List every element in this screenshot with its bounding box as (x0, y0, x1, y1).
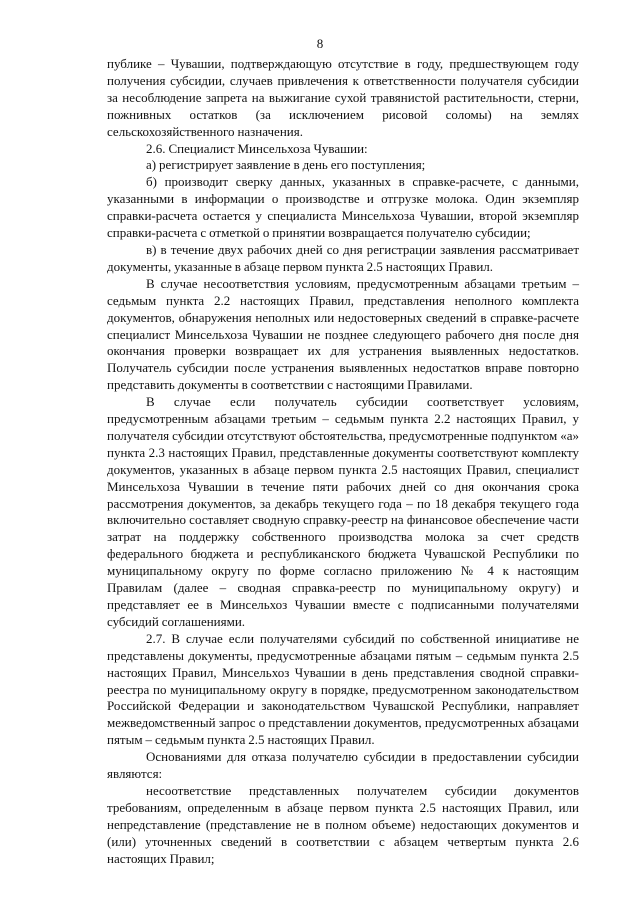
page-number: 8 (316, 36, 324, 51)
paragraph-section-2-6-heading: 2.6. Специалист Минсельхоза Чувашии: (146, 140, 368, 156)
paragraph-item-v: в) в течение двух рабочих дней со дня регистрации заявления рассматривает документы, указанные в абзаце первом пункта 2.5 настоящих Правил. (107, 241, 579, 274)
paragraph-non-compliance: В случае несоответствия условиям, предусмотренным абзацами третьим – седьмым пункта 2.2 настоящих Правил, представления неполного комплекта документов, обнаружения неполных или недостоверных сведений в справке-расчете специалист Минсельхоза Чувашии не позднее следующего рабочего дня после дня окончания проверки возвращает их для устранения выявленных недостатков. Получатель субсидии после устранения выявленных недостатков вправе повторно представить документы в соответствии с настоящими Правилами. (107, 275, 579, 393)
paragraph-compliance: В случае если получатель субсидии соответствует условиям, предусмотренным абзацами третьим – седьмым пункта 2.2 настоящих Правил, у получателя субсидии отсутствуют обстоятельства, предусмотренные подпунктом «а» пункта 2.3 настоящих Правил, представленные документы соответствуют комплекту документов, указанных в абзаце первом пункта 2.5 настоящих Правил, специалист Минсельхоза Чувашии в течение пяти рабочих дней со дня окончания срока рассмотрения документов, за декабрь текущего года – по 18 декабря текущего года включительно составляет сводную справку-реестр на финансовое обеспечение части затрат на поддержку собственного производства молока за счет средств федерального бюджета и республиканского бюджета Чувашской Республики по муниципальному округу по форме согласно приложению № 4 к настоящим Правилам (далее – сводная справка-реестр по муниципальному округу) и представляет ее в Минсельхоз Чувашии вместе с подписанными получателями субсидий соглашениями. (107, 394, 579, 629)
body-text (107, 56, 579, 868)
paragraph-item-a: а) регистрирует заявление в день его поступления; (146, 157, 426, 173)
paragraph-refusal-item: несоответствие представленных получателем субсидии документов требованиям, определенным в абзаце первом пункта 2.5 настоящих Правил, или непредставление (представление не в полном объеме) недостающих документов и (или) уточненных сведений в соответствии с абзацем четвертым пункта 2.6 настоящих Правил; (107, 782, 579, 866)
paragraph-continuation: публике – Чувашии, подтверждающую отсутствие в году, предшествующем году получения субсидии, случаев привлечения к ответственности получателя субсидии за несоблюдение запрета на выжигание сухой травянистой растительности, стерни, пожнивных остатков (за исключением рисовой соломы) на землях сельскохозяйственного назначения. (107, 56, 579, 139)
paragraph-item-b: б) производит сверку данных, указанных в справке-расчете, с данными, указанными в информации о производстве и отгрузке молока. Один экземпляр справки-расчета остается у специалиста Минсельхоза Чувашии, второй экземпляр справки-расчета с отметкой о принятии возвращается получателю субсидии; (107, 174, 579, 241)
paragraph-section-2-7: 2.7. В случае если получателями субсидий по собственной инициативе не представлены документы, предусмотренные абзацами пятым – седьмым пункта 2.5 настоящих Правил, Минсельхоз Чувашии в день представления сводной справки-реестра по муниципальному округу в порядке, предусмотренном законодательством Российской Федерации и законодательством Чувашской Республики, направляет межведомственный запрос о представлении документов, предусмотренных абзацами пятым – седьмым пункта 2.5 настоящих Правил. (107, 630, 579, 748)
paragraph-refusal-grounds: Основаниями для отказа получателю субсидии в предоставлении субсидии являются: (107, 749, 579, 782)
